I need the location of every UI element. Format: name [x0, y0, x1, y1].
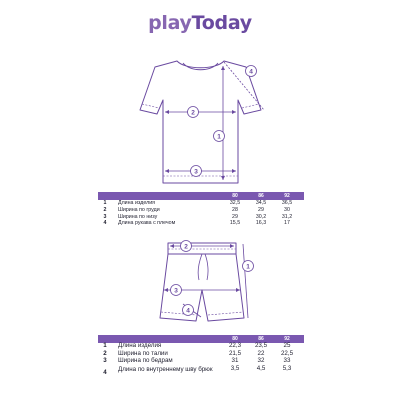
table-row: 3 Ширина по низу 29 30,2 31,2 [103, 213, 293, 220]
brand-logo: playToday [148, 12, 252, 34]
shorts-drawstring [198, 254, 208, 280]
tshirt-marker-3: 3 [194, 168, 198, 176]
size-col-86: 86 [258, 336, 264, 342]
size-col-92: 92 [284, 336, 290, 342]
table-row: 1 Длина изделия 22,3 23,5 25 [103, 342, 291, 349]
shorts-length-line [243, 244, 248, 318]
tshirt-marker-2: 2 [191, 109, 195, 117]
size-col-80: 80 [232, 336, 238, 342]
table-row: 3 Ширина по бедрам 31 32 33 [103, 357, 291, 365]
table-row: 2 Ширина по талии 21,5 22 22,5 [103, 349, 294, 357]
shorts-size-table [98, 335, 304, 382]
tshirt-marker-4: 4 [249, 68, 253, 76]
shorts-marker-3: 3 [174, 287, 178, 295]
shorts-marker-1: 1 [246, 263, 250, 271]
shorts-waistband [168, 243, 236, 254]
size-col-92: 92 [284, 193, 290, 199]
table-row: 4 Длина рукава с плечом 15,5 16,3 17 [103, 220, 290, 227]
tshirt-marker-1: 1 [217, 133, 221, 141]
table-row: 1 Длина изделия 32,5 34,5 36,5 [103, 200, 293, 206]
shorts-marker-2: 2 [184, 243, 188, 251]
shorts-hem-stitch-right [208, 312, 243, 315]
size-col-86: 86 [258, 193, 264, 199]
table-row: 2 Ширина по груди 28 29 30 [103, 206, 290, 213]
shorts-marker-4: 4 [186, 307, 190, 315]
size-col-80: 80 [232, 193, 238, 199]
table-row: 4 Длина по внутреннему шву брюк 3,5 4,5 5,3 [103, 364, 292, 376]
